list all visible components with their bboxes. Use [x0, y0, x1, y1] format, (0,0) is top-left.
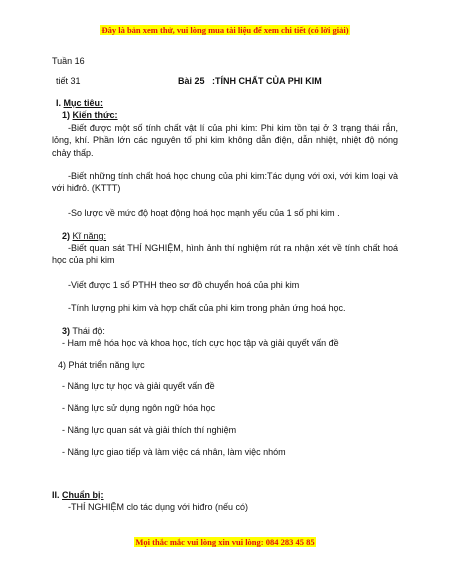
skills-heading: 2) Kĩ năng: [62, 231, 107, 241]
preparation-item: -THÍ NGHIỆM clo tác dụng với hiđro (nếu có) [68, 502, 248, 512]
competency-item: - Năng lực quan sát và giải thích thí nghiệm [62, 425, 237, 435]
attitude-heading: 3) Thái độ: [62, 326, 105, 336]
knowledge-heading: 1) Kiến thức: [62, 110, 118, 120]
section-preparation-heading: II. Chuẩn bị: [52, 490, 104, 500]
week-label: Tuần 16 [52, 56, 85, 66]
lesson-title: Bài 25 :TÍNH CHẤT CỦA PHI KIM [178, 76, 322, 86]
preview-notice-banner: Đây là bản xem thử, vui lòng mua tài liệu để xem chi tiết (có lời giải) [101, 25, 349, 35]
contact-footer-banner: Mọi thắc mắc vui lòng xin vui lòng: 084 283 45 85 [135, 537, 315, 547]
skills-item-3: -Tính lượng phi kim và hợp chất của phi kim trong phản ứng hoá học. [68, 303, 346, 313]
competency-heading: 4) Phát triển năng lực [58, 360, 145, 370]
skills-item-2: -Viết được 1 số PTHH theo sơ đồ chuyển hoá của phi kim [68, 280, 300, 290]
competency-item: - Năng lực giao tiếp và làm việc cá nhân, làm việc nhóm [62, 447, 286, 457]
competency-item: - Năng lực tự học và giải quyết vấn đề [62, 381, 215, 391]
section-objectives-heading: I. Mục tiêu: [56, 98, 104, 108]
knowledge-item-3: -So lược về mức độ hoạt động hoá học mạnh yếu của 1 số phi kim . [68, 208, 340, 218]
attitude-item: - Ham mê hóa học và khoa học, tích cực học tập và giải quyết vấn đề [62, 338, 339, 348]
competency-item: - Năng lực sử dụng ngôn ngữ hóa học [62, 403, 216, 413]
knowledge-item-1: -Biết được một số tính chất vật lí của phi kim: Phi kim tồn tại ở 3 trạng thái rắn, lỏng, khí. Phần lớn các nguyên tố phi kim không dẫn điện, dẫn nhiệt, nhiệt độ nóng chảy thấp. [52, 123, 398, 158]
knowledge-item-2: -Biết những tính chất hoá học chung của phi kim:Tác dụng với oxi, với kim loại và với hiđrô. (KTTT) [52, 171, 398, 194]
skills-item-1: -Biết quan sát THÍ NGHIỆM, hình ảnh thí nghiệm rút ra nhận xét về tính chất hoá học của phi kim [52, 243, 398, 266]
period-label: tiết 31 [56, 76, 81, 86]
